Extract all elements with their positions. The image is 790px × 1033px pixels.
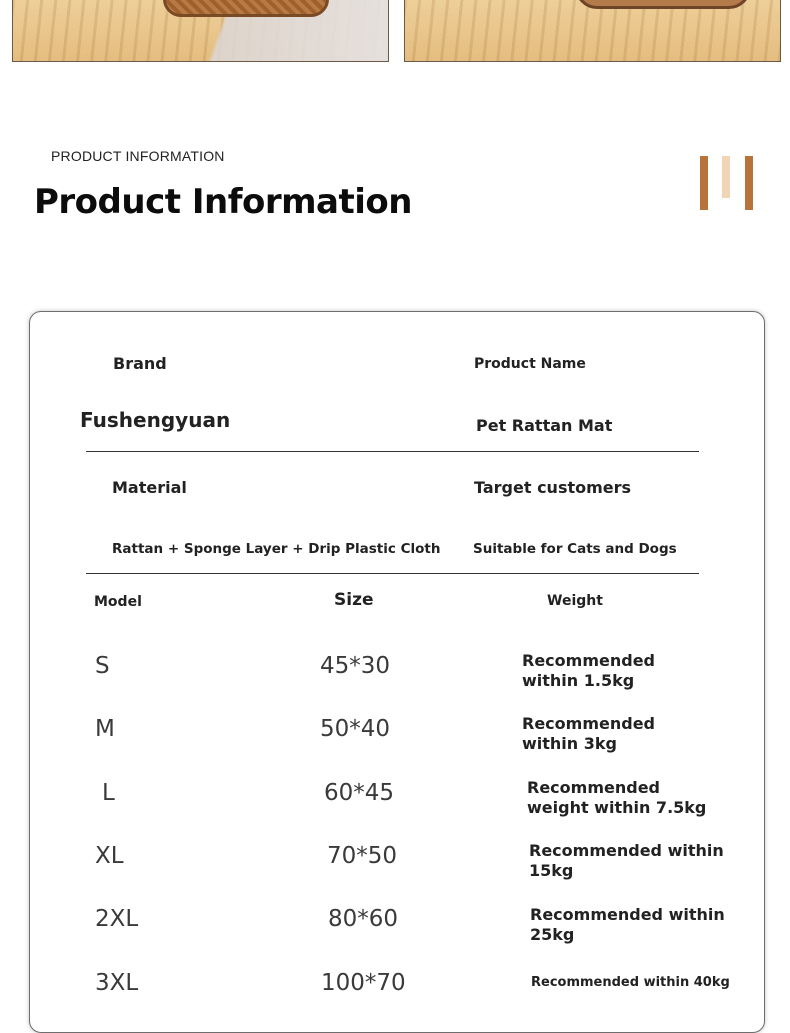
stripe-light-middle bbox=[722, 156, 730, 198]
weight-cell: Recommended within 25kg bbox=[530, 905, 725, 944]
model-cell: 2XL bbox=[95, 906, 139, 932]
stripe-dark-left bbox=[700, 156, 708, 210]
divider bbox=[86, 573, 699, 574]
product-photo-right bbox=[404, 0, 781, 62]
size-cell: 60*45 bbox=[324, 780, 395, 806]
weight-cell: Recommended within 3kg bbox=[522, 714, 655, 753]
material-value: Rattan + Sponge Layer + Drip Plastic Cloth bbox=[112, 541, 441, 557]
weight-cell: Recommended weight within 7.5kg bbox=[527, 778, 707, 817]
stripe-dark-right bbox=[745, 156, 753, 210]
weight-cell: Recommended within 1.5kg bbox=[522, 651, 655, 690]
section-eyebrow: PRODUCT INFORMATION bbox=[51, 148, 225, 164]
product-name-label: Product Name bbox=[474, 356, 586, 372]
brand-label: Brand bbox=[113, 354, 167, 373]
model-cell: 3XL bbox=[95, 970, 139, 996]
weight-header: Weight bbox=[547, 593, 603, 609]
model-cell: S bbox=[95, 653, 110, 679]
material-label: Material bbox=[112, 478, 187, 497]
divider bbox=[86, 451, 699, 452]
product-name-value: Pet Rattan Mat bbox=[476, 416, 613, 435]
rattan-mat-corner bbox=[163, 0, 329, 17]
weight-cell: Recommended within 40kg bbox=[531, 975, 730, 990]
target-customers-value: Suitable for Cats and Dogs bbox=[473, 541, 677, 557]
size-cell: 50*40 bbox=[320, 716, 391, 742]
size-cell: 80*60 bbox=[328, 906, 399, 932]
target-customers-label: Target customers bbox=[474, 478, 632, 497]
section-title: Product Information bbox=[34, 182, 412, 222]
brand-value: Fushengyuan bbox=[80, 408, 231, 432]
model-cell: L bbox=[102, 780, 115, 806]
decorative-stripes-icon bbox=[698, 156, 754, 212]
size-header: Size bbox=[334, 590, 374, 610]
product-photo-left bbox=[12, 0, 389, 62]
size-cell: 100*70 bbox=[321, 970, 406, 996]
model-header: Model bbox=[94, 594, 142, 610]
model-cell: M bbox=[95, 716, 115, 742]
size-cell: 70*50 bbox=[327, 843, 398, 869]
size-cell: 45*30 bbox=[320, 653, 391, 679]
model-cell: XL bbox=[95, 843, 124, 869]
rattan-mat-corner bbox=[575, 0, 751, 9]
weight-cell: Recommended within 15kg bbox=[529, 841, 724, 880]
